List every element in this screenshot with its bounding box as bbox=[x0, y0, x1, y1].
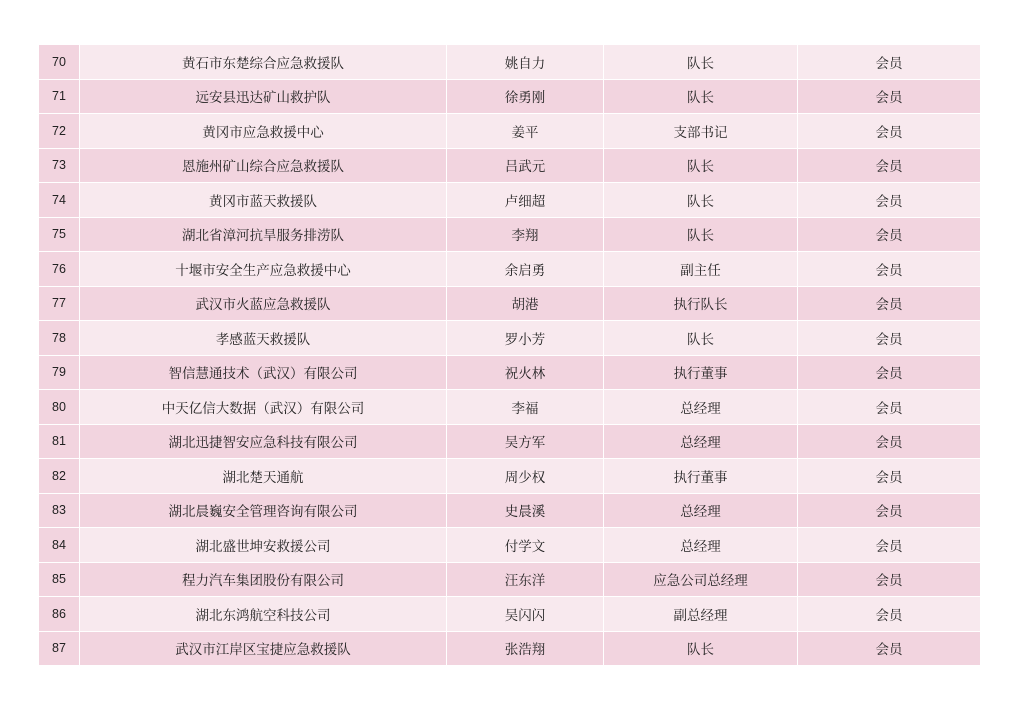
position-cell: 总经理 bbox=[604, 493, 798, 528]
organization-cell: 湖北楚天通航 bbox=[80, 459, 447, 494]
membership-cell: 会员 bbox=[798, 217, 981, 252]
membership-cell: 会员 bbox=[798, 424, 981, 459]
row-number: 77 bbox=[39, 286, 80, 321]
membership-cell: 会员 bbox=[798, 597, 981, 632]
row-number: 84 bbox=[39, 528, 80, 563]
position-cell: 队长 bbox=[604, 45, 798, 80]
position-cell: 队长 bbox=[604, 183, 798, 218]
organization-cell: 湖北晨巍安全管理咨询有限公司 bbox=[80, 493, 447, 528]
table-row bbox=[39, 148, 981, 183]
organization-cell: 武汉市火蓝应急救援队 bbox=[80, 286, 447, 321]
membership-cell: 会员 bbox=[798, 459, 981, 494]
organization-cell: 湖北迅捷智安应急科技有限公司 bbox=[80, 424, 447, 459]
membership-cell: 会员 bbox=[798, 183, 981, 218]
person-name-cell: 付学文 bbox=[447, 528, 604, 563]
person-name-cell: 史晨溪 bbox=[447, 493, 604, 528]
table-row bbox=[39, 286, 981, 321]
person-name-cell: 周少权 bbox=[447, 459, 604, 494]
position-cell: 队长 bbox=[604, 217, 798, 252]
table-row bbox=[39, 114, 981, 149]
organization-cell: 湖北东鸿航空科技公司 bbox=[80, 597, 447, 632]
table-row bbox=[39, 321, 981, 356]
membership-cell: 会员 bbox=[798, 148, 981, 183]
membership-cell: 会员 bbox=[798, 631, 981, 666]
row-number: 75 bbox=[39, 217, 80, 252]
table-row bbox=[39, 493, 981, 528]
membership-cell: 会员 bbox=[798, 286, 981, 321]
position-cell: 总经理 bbox=[604, 390, 798, 425]
organization-cell: 智信慧通技术（武汉）有限公司 bbox=[80, 355, 447, 390]
person-name-cell: 李翔 bbox=[447, 217, 604, 252]
member-table-body bbox=[39, 45, 981, 666]
row-number: 79 bbox=[39, 355, 80, 390]
organization-cell: 程力汽车集团股份有限公司 bbox=[80, 562, 447, 597]
table-row bbox=[39, 424, 981, 459]
table-row bbox=[39, 183, 981, 218]
row-number: 72 bbox=[39, 114, 80, 149]
member-table-sheet bbox=[38, 44, 980, 666]
row-number: 80 bbox=[39, 390, 80, 425]
row-number: 76 bbox=[39, 252, 80, 287]
position-cell: 队长 bbox=[604, 321, 798, 356]
person-name-cell: 徐勇刚 bbox=[447, 79, 604, 114]
person-name-cell: 吕武元 bbox=[447, 148, 604, 183]
organization-cell: 远安县迅达矿山救护队 bbox=[80, 79, 447, 114]
position-cell: 副主任 bbox=[604, 252, 798, 287]
organization-cell: 湖北省漳河抗旱服务排涝队 bbox=[80, 217, 447, 252]
row-number: 83 bbox=[39, 493, 80, 528]
table-row bbox=[39, 79, 981, 114]
membership-cell: 会员 bbox=[798, 562, 981, 597]
membership-cell: 会员 bbox=[798, 45, 981, 80]
organization-cell: 恩施州矿山综合应急救援队 bbox=[80, 148, 447, 183]
position-cell: 应急公司总经理 bbox=[604, 562, 798, 597]
row-number: 82 bbox=[39, 459, 80, 494]
position-cell: 队长 bbox=[604, 148, 798, 183]
person-name-cell: 李福 bbox=[447, 390, 604, 425]
table-row bbox=[39, 252, 981, 287]
membership-cell: 会员 bbox=[798, 114, 981, 149]
position-cell: 队长 bbox=[604, 79, 798, 114]
person-name-cell: 吴方军 bbox=[447, 424, 604, 459]
person-name-cell: 姜平 bbox=[447, 114, 604, 149]
person-name-cell: 祝火林 bbox=[447, 355, 604, 390]
organization-cell: 孝感蓝天救援队 bbox=[80, 321, 447, 356]
row-number: 81 bbox=[39, 424, 80, 459]
row-number: 73 bbox=[39, 148, 80, 183]
member-table bbox=[38, 44, 981, 666]
position-cell: 执行队长 bbox=[604, 286, 798, 321]
membership-cell: 会员 bbox=[798, 528, 981, 563]
person-name-cell: 卢细超 bbox=[447, 183, 604, 218]
organization-cell: 十堰市安全生产应急救援中心 bbox=[80, 252, 447, 287]
row-number: 74 bbox=[39, 183, 80, 218]
row-number: 78 bbox=[39, 321, 80, 356]
table-row bbox=[39, 597, 981, 632]
person-name-cell: 吴闪闪 bbox=[447, 597, 604, 632]
table-row bbox=[39, 631, 981, 666]
position-cell: 执行董事 bbox=[604, 459, 798, 494]
organization-cell: 黄冈市应急救援中心 bbox=[80, 114, 447, 149]
row-number: 70 bbox=[39, 45, 80, 80]
membership-cell: 会员 bbox=[798, 355, 981, 390]
person-name-cell: 余启勇 bbox=[447, 252, 604, 287]
table-row bbox=[39, 45, 981, 80]
person-name-cell: 罗小芳 bbox=[447, 321, 604, 356]
table-row bbox=[39, 459, 981, 494]
position-cell: 队长 bbox=[604, 631, 798, 666]
membership-cell: 会员 bbox=[798, 79, 981, 114]
membership-cell: 会员 bbox=[798, 321, 981, 356]
organization-cell: 武汉市江岸区宝捷应急救援队 bbox=[80, 631, 447, 666]
person-name-cell: 张浩翔 bbox=[447, 631, 604, 666]
table-row bbox=[39, 562, 981, 597]
position-cell: 总经理 bbox=[604, 424, 798, 459]
organization-cell: 湖北盛世坤安救援公司 bbox=[80, 528, 447, 563]
organization-cell: 黄冈市蓝天救援队 bbox=[80, 183, 447, 218]
position-cell: 副总经理 bbox=[604, 597, 798, 632]
organization-cell: 黄石市东楚综合应急救援队 bbox=[80, 45, 447, 80]
membership-cell: 会员 bbox=[798, 252, 981, 287]
position-cell: 执行董事 bbox=[604, 355, 798, 390]
person-name-cell: 姚自力 bbox=[447, 45, 604, 80]
table-row bbox=[39, 217, 981, 252]
membership-cell: 会员 bbox=[798, 390, 981, 425]
person-name-cell: 汪东洋 bbox=[447, 562, 604, 597]
row-number: 86 bbox=[39, 597, 80, 632]
organization-cell: 中天亿信大数据（武汉）有限公司 bbox=[80, 390, 447, 425]
row-number: 71 bbox=[39, 79, 80, 114]
position-cell: 总经理 bbox=[604, 528, 798, 563]
table-row bbox=[39, 355, 981, 390]
position-cell: 支部书记 bbox=[604, 114, 798, 149]
row-number: 87 bbox=[39, 631, 80, 666]
person-name-cell: 胡港 bbox=[447, 286, 604, 321]
membership-cell: 会员 bbox=[798, 493, 981, 528]
row-number: 85 bbox=[39, 562, 80, 597]
table-row bbox=[39, 390, 981, 425]
table-row bbox=[39, 528, 981, 563]
